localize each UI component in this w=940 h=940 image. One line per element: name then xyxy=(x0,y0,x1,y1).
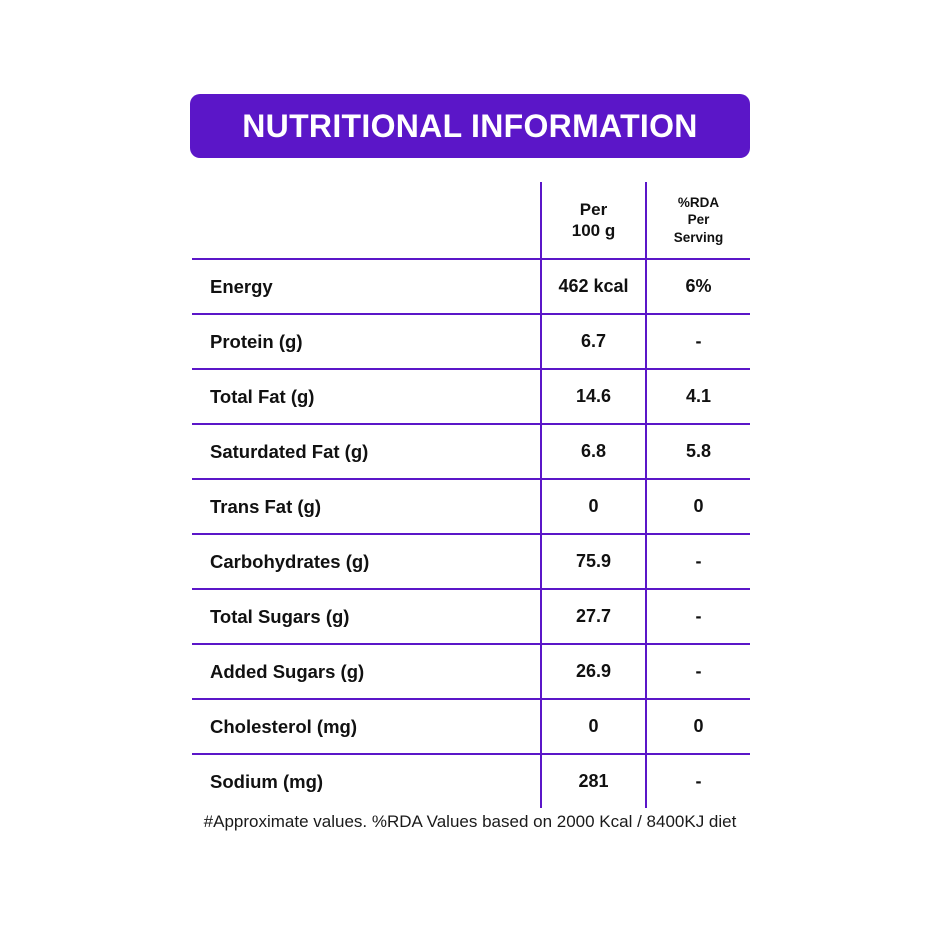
cell-rda: - xyxy=(646,534,751,589)
header-cell-rda xyxy=(646,181,751,259)
table-row xyxy=(191,369,751,424)
cell-rda: 6% xyxy=(646,259,751,314)
cell-nutrient-name: Saturdated Fat (g) xyxy=(191,424,541,479)
cell-per-100g: 14.6 xyxy=(541,369,646,424)
table-row xyxy=(191,754,751,809)
cell-nutrient-name: Cholesterol (mg) xyxy=(191,699,541,754)
cell-rda: - xyxy=(646,314,751,369)
cell-nutrient-name: Energy xyxy=(191,259,541,314)
header-rda-line3: Serving xyxy=(673,229,724,245)
cell-nutrient-name: Carbohydrates (g) xyxy=(191,534,541,589)
cell-per-100g: 26.9 xyxy=(541,644,646,699)
header-cell-nutrient xyxy=(191,181,541,259)
cell-rda: 5.8 xyxy=(646,424,751,479)
cell-per-100g: 281 xyxy=(541,754,646,809)
cell-rda: 0 xyxy=(646,699,751,754)
cell-per-100g: 0 xyxy=(541,479,646,534)
table-row xyxy=(191,314,751,369)
nutrition-table-wrapper xyxy=(190,180,750,810)
title-banner xyxy=(190,94,750,158)
cell-nutrient-name: Trans Fat (g) xyxy=(191,479,541,534)
table-row xyxy=(191,699,751,754)
table-row xyxy=(191,644,751,699)
header-rda-line1: %RDA xyxy=(677,194,720,210)
cell-per-100g: 462 kcal xyxy=(541,259,646,314)
cell-per-100g: 6.8 xyxy=(541,424,646,479)
cell-rda: - xyxy=(646,589,751,644)
cell-nutrient-name: Protein (g) xyxy=(191,314,541,369)
footnote: #Approximate values. %RDA Values based on 2000 Kcal / 8400KJ diet xyxy=(203,812,737,831)
header-per-line1: Per xyxy=(579,199,608,219)
table-row xyxy=(191,589,751,644)
cell-rda: - xyxy=(695,771,702,791)
header-per-line2: 100 g xyxy=(571,221,616,240)
table-row xyxy=(191,479,751,534)
header-cell-per-100g xyxy=(541,181,646,259)
table-row xyxy=(191,259,751,314)
cell-nutrient-name: Added Sugars (g) xyxy=(191,644,541,699)
cell-per-100g: 75.9 xyxy=(541,534,646,589)
table-row xyxy=(191,424,751,479)
cell-rda: - xyxy=(646,644,751,699)
cell-rda: 4.1 xyxy=(646,369,751,424)
cell-nutrient-name: Total Sugars (g) xyxy=(191,589,541,644)
cell-per-100g: 6.7 xyxy=(541,314,646,369)
cell-nutrient-name: Total Fat (g) xyxy=(191,369,541,424)
page-title: NUTRITIONAL INFORMATION xyxy=(242,108,698,144)
cell-per-100g: 27.7 xyxy=(541,589,646,644)
table-header-row xyxy=(191,181,751,259)
header-rda-line2: Per xyxy=(687,212,710,228)
cell-rda: 0 xyxy=(646,479,751,534)
cell-nutrient-name: Sodium (mg) xyxy=(191,754,541,809)
nutrition-table xyxy=(190,180,752,810)
table-row xyxy=(191,534,751,589)
cell-per-100g: 0 xyxy=(541,699,646,754)
